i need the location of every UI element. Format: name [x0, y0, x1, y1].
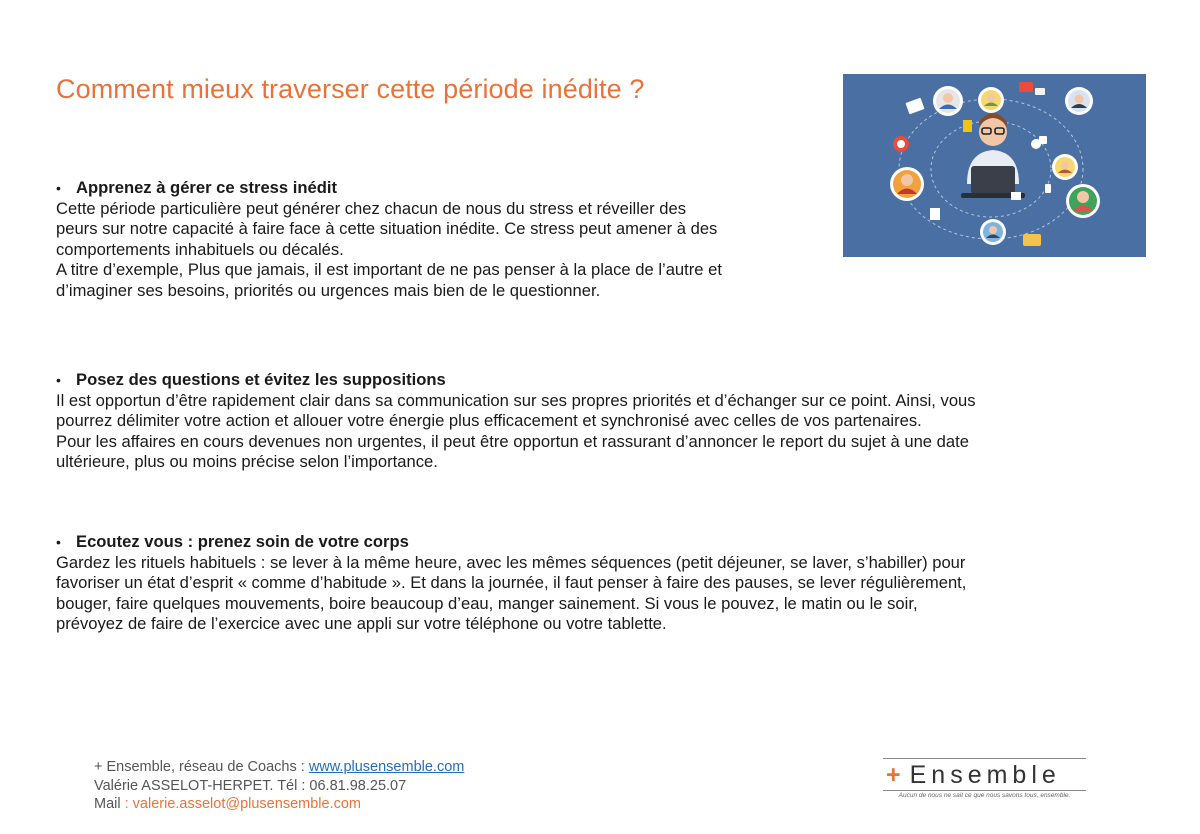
- text-line: bouger, faire quelques mouvements, boire beaucoup d’eau, manger sainement. Si vous le pouvez, le matin ou le soir,: [56, 593, 918, 613]
- section-body-care: [56, 532, 1146, 635]
- mail-address[interactable]: : valerie.asselot@plusensemble.com: [120, 796, 361, 812]
- logo-tagline: Aucun de nous ne sait ce que nous savons tous, ensemble.: [898, 792, 1071, 799]
- section-heading: [56, 178, 846, 199]
- footer-phone: Valérie ASSELOT-HERPET. Tél : 06.81.98.25.07: [94, 777, 407, 794]
- text-line: d’imaginer ses besoins, priorités ou urgences mais bien de le questionner.: [56, 280, 601, 300]
- logo-name: Ensemble: [909, 761, 1061, 789]
- text-line: Il est opportun d’être rapidement clair dans sa communication sur ses propres priorités et d’échanger sur ce point. Ainsi, vous: [56, 390, 976, 410]
- section-questions: [56, 370, 1146, 473]
- text-line: Pour les affaires en cours devenues non urgentes, il peut être opportun et rassurant d’annoncer le report du sujet à une date: [56, 431, 969, 451]
- footer-contact: [94, 758, 464, 814]
- text-line: pourrez délimiter votre action et allouer votre énergie plus efficacement et synchronisé avec celles de vos partenaires.: [56, 411, 922, 431]
- bullet: •: [56, 372, 61, 388]
- page-title: Comment mieux traverser cette période inédite ?: [56, 74, 645, 104]
- section-heading-text: Posez des questions et évitez les suppositions: [76, 370, 446, 389]
- bullet: •: [56, 534, 61, 550]
- hero-illustration: [843, 74, 1146, 257]
- footer-line-network: [94, 758, 464, 777]
- section-heading: [56, 532, 1146, 553]
- logo-wordmark: [886, 761, 1061, 790]
- section-heading-text: Apprenez à gérer ce stress inédit: [76, 178, 337, 197]
- section-stress: [56, 178, 846, 302]
- logo-bottom-rule: [883, 790, 1086, 791]
- text-line: favoriser un état d’esprit « comme d’habitude ». Et dans la journée, il faut penser à faire des pauses, se lever régulièrement,: [56, 573, 967, 593]
- footer-network-label: + Ensemble, réseau de Coachs :: [94, 759, 309, 775]
- text-line: Gardez les rituels habituels : se lever à la même heure, avec les mêmes séquences (petit déjeuner, se laver, s’habiller) pour: [56, 552, 966, 572]
- footer-line-mail: [94, 795, 464, 814]
- section-heading-text: Ecoutez vous : prenez soin de votre corps: [76, 532, 409, 551]
- text-line: ultérieure, plus ou moins précise selon l’importance.: [56, 452, 438, 472]
- mail-label: Mail: [94, 796, 121, 812]
- logo-top-rule: [883, 758, 1086, 759]
- section-heading: [56, 370, 1146, 391]
- ensemble-logo: [883, 758, 1086, 802]
- text-line: Cette période particulière peut générer chez chacun de nous du stress et réveiller des: [56, 198, 687, 218]
- bullet: •: [56, 180, 61, 196]
- logo-plus: +: [886, 761, 901, 789]
- website-link[interactable]: www.plusensemble.com: [308, 759, 465, 775]
- text-line: prévoyez de faire de l’exercice avec une appli sur votre téléphone ou votre tablette.: [56, 614, 667, 634]
- text-line: comportements inhabituels ou décalés.: [56, 239, 344, 259]
- text-line: peurs sur notre capacité à faire face à cette situation inédite. Ce stress peut amener à des: [56, 219, 718, 239]
- network-people-illustration: [843, 74, 1146, 257]
- text-line: A titre d’exemple, Plus que jamais, il est important de ne pas penser à la place de l’autre et: [56, 260, 722, 280]
